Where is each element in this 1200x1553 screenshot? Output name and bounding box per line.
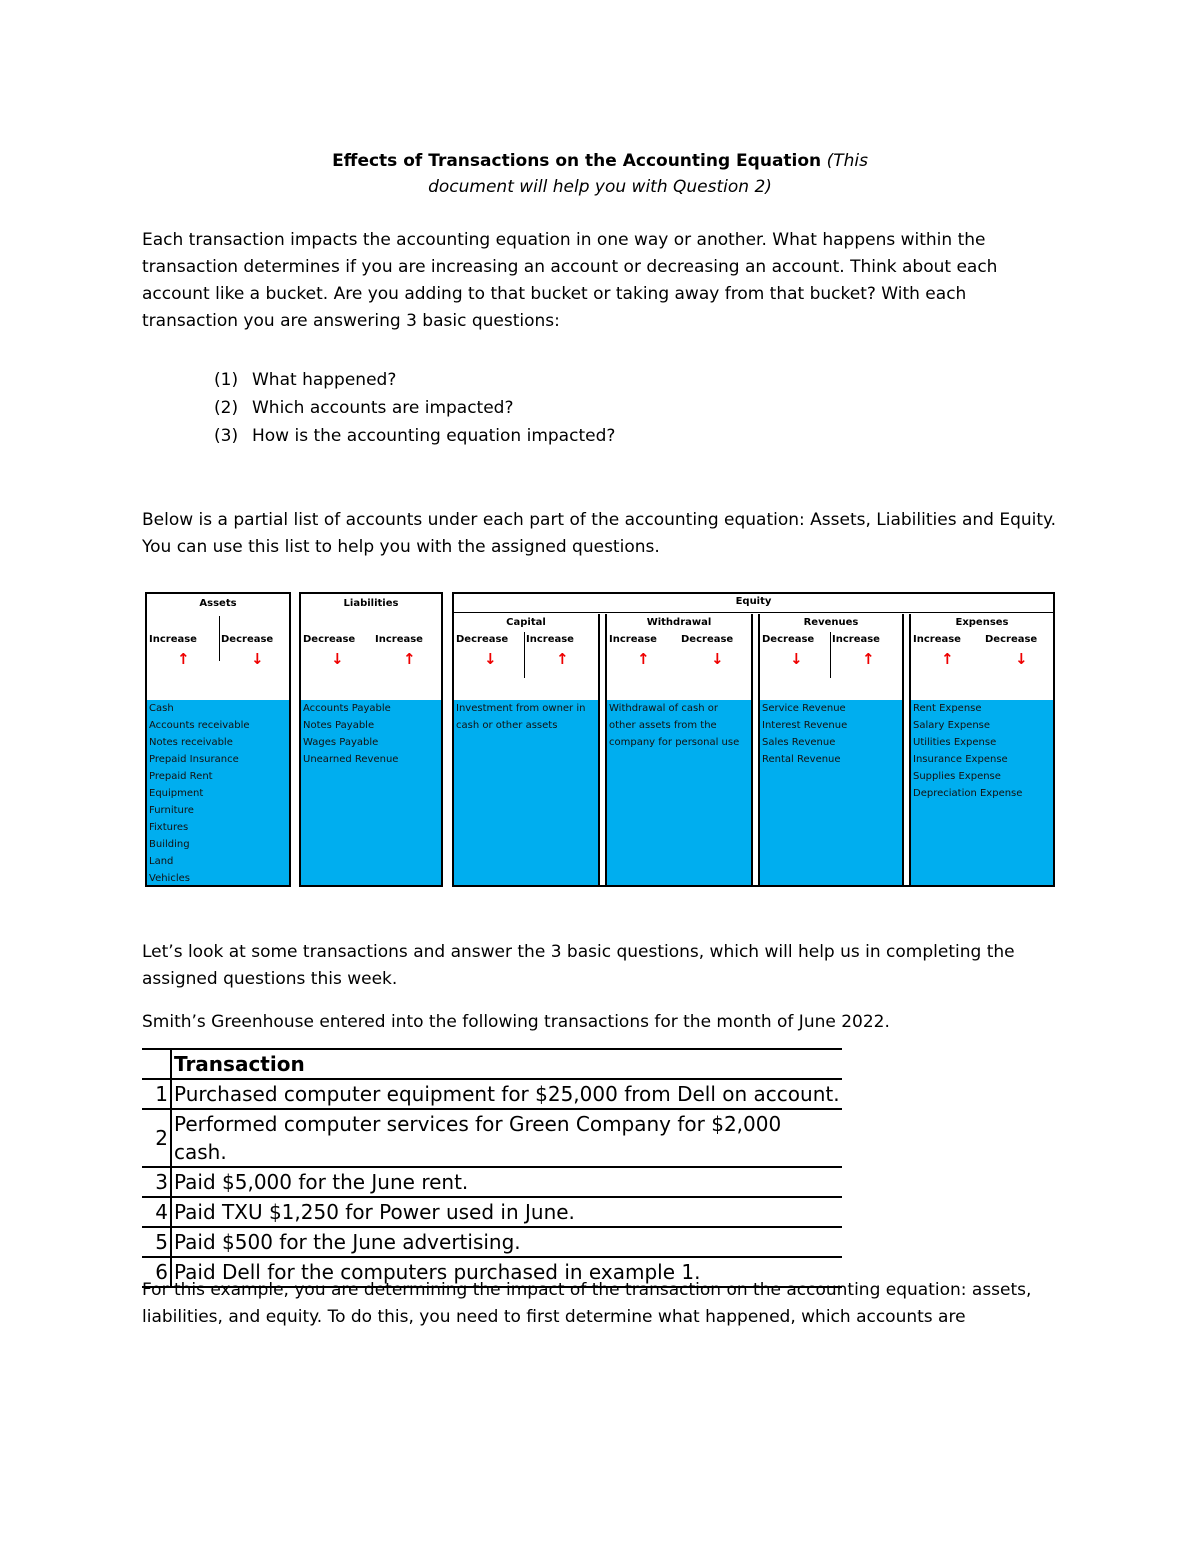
withdrawal-decrease-label: Decrease bbox=[681, 634, 734, 645]
list-item: Interest Revenue bbox=[762, 720, 848, 731]
row-number: 3 bbox=[142, 1167, 171, 1197]
down-arrow-icon: ↓ bbox=[790, 650, 803, 668]
capital-column bbox=[454, 614, 600, 885]
list-item: Prepaid Insurance bbox=[149, 754, 239, 765]
liabilities-label: Liabilities bbox=[343, 598, 399, 609]
list-item: Vehicles bbox=[149, 873, 190, 884]
transactions-table bbox=[142, 1048, 842, 1288]
up-arrow-icon: ↑ bbox=[941, 650, 954, 668]
row-number: 6 bbox=[142, 1257, 171, 1287]
list-item: Service Revenue bbox=[762, 703, 846, 714]
list-item: Salary Expense bbox=[913, 720, 991, 731]
list-item: Notes Payable bbox=[303, 720, 375, 731]
expenses-account-list bbox=[913, 700, 1022, 802]
revenues-label: Revenues bbox=[803, 617, 859, 628]
intro-paragraph: Each transaction impacts the accounting equation in one way or another. What happens within the transaction determines if you are increasing an account or decreasing an account. Think about each account like a bucket. Are you adding to that bucket or taking away from that bucket? With each transaction you are answering 3 basic questions: bbox=[142, 230, 998, 331]
row-text: Purchased computer equipment for $25,000 from Dell on account. bbox=[171, 1079, 842, 1109]
expenses-account-area bbox=[911, 700, 1053, 885]
assets-label: Assets bbox=[199, 598, 237, 609]
closing-paragraph: For this example, you are determining the impact of the transaction on the accounting equation: assets, liabilities, and equity. To do this, you need to first determine what happened, which accounts are bbox=[142, 1280, 1032, 1327]
down-arrow-icon: ↓ bbox=[251, 650, 264, 668]
list-item: Furniture bbox=[149, 805, 194, 816]
transactions-intro-paragraph: Let’s look at some transactions and answer the 3 basic questions, which will help us in completing the assigned questions this week. bbox=[142, 942, 1015, 989]
expenses-label: Expenses bbox=[955, 617, 1009, 628]
list-item: Wages Payable bbox=[303, 737, 379, 748]
equity-panel bbox=[452, 592, 1055, 887]
list-item: Accounts Payable bbox=[303, 703, 391, 714]
list-item: cash or other assets bbox=[456, 720, 558, 731]
table-row bbox=[142, 1197, 842, 1227]
assets-account-list bbox=[149, 700, 250, 887]
list-item: Cash bbox=[149, 703, 174, 714]
expenses-column bbox=[909, 614, 1053, 885]
row-text: Performed computer services for Green Company for $2,000 cash. bbox=[171, 1109, 842, 1167]
liabilities-increase-label: Increase bbox=[375, 634, 423, 645]
capital-increase-label: Increase bbox=[526, 634, 574, 645]
list-item: Investment from owner in bbox=[456, 703, 586, 714]
list-item: Unearned Revenue bbox=[303, 754, 399, 765]
table-row bbox=[142, 1227, 842, 1257]
list-item: Notes receivable bbox=[149, 737, 233, 748]
list-item: Rent Expense bbox=[913, 703, 982, 714]
list-item: Rental Revenue bbox=[762, 754, 841, 765]
document-title bbox=[140, 148, 1060, 200]
withdrawal-increase-label: Increase bbox=[609, 634, 657, 645]
down-arrow-icon: ↓ bbox=[711, 650, 724, 668]
list-item: Depreciation Expense bbox=[913, 788, 1023, 799]
list-item: Land bbox=[149, 856, 174, 867]
list-item: (2) Which accounts are impacted? bbox=[214, 398, 514, 418]
row-text: Paid Dell for the computers purchased in example 1. bbox=[171, 1257, 842, 1287]
row-text: Paid TXU $1,250 for Power used in June. bbox=[171, 1197, 842, 1227]
list-item: company for personal use bbox=[609, 737, 740, 748]
assets-panel bbox=[145, 592, 291, 887]
revenues-decrease-label: Decrease bbox=[762, 634, 815, 645]
list-item: Equipment bbox=[149, 788, 204, 799]
table-header-num bbox=[142, 1049, 171, 1079]
list-item: (3) How is the accounting equation impacted? bbox=[214, 426, 616, 446]
down-arrow-icon: ↓ bbox=[331, 650, 344, 668]
table-header: Transaction bbox=[171, 1049, 842, 1079]
list-item: Supplies Expense bbox=[913, 771, 1001, 782]
row-number: 1 bbox=[142, 1079, 171, 1109]
table-row bbox=[142, 1109, 842, 1167]
up-arrow-icon: ↑ bbox=[556, 650, 569, 668]
list-item: Accounts receivable bbox=[149, 720, 250, 731]
capital-account-list bbox=[456, 700, 585, 734]
assets-increase-label: Increase bbox=[149, 634, 197, 645]
list-item: Building bbox=[149, 839, 190, 850]
title-italic-a: (This bbox=[826, 151, 868, 171]
withdrawal-account-area bbox=[607, 700, 751, 885]
table-row bbox=[142, 1167, 842, 1197]
list-intro-paragraph: Below is a partial list of accounts under each part of the accounting equation: Assets, Liabilities and Equity. You can use this list to help you with the assigned questions. bbox=[142, 510, 1057, 557]
expenses-decrease-label: Decrease bbox=[985, 634, 1038, 645]
capital-account-area bbox=[454, 700, 598, 885]
row-text: Paid $500 for the June advertising. bbox=[171, 1227, 842, 1257]
list-item: (1) What happened? bbox=[214, 370, 397, 390]
up-arrow-icon: ↑ bbox=[177, 650, 190, 668]
withdrawal-column bbox=[605, 614, 753, 885]
list-item: Prepaid Rent bbox=[149, 771, 213, 782]
withdrawal-label: Withdrawal bbox=[646, 617, 712, 628]
capital-decrease-label: Decrease bbox=[456, 634, 509, 645]
row-text: Paid $5,000 for the June rent. bbox=[171, 1167, 842, 1197]
row-number: 4 bbox=[142, 1197, 171, 1227]
capital-label: Capital bbox=[506, 617, 546, 628]
list-item: other assets from the bbox=[609, 720, 717, 731]
liabilities-account-list bbox=[303, 700, 398, 768]
list-item: Withdrawal of cash or bbox=[609, 703, 718, 714]
withdrawal-account-list bbox=[609, 700, 739, 751]
down-arrow-icon: ↓ bbox=[1015, 650, 1028, 668]
revenues-account-list bbox=[762, 700, 847, 768]
assets-account-area bbox=[147, 700, 289, 885]
up-arrow-icon: ↑ bbox=[862, 650, 875, 668]
liabilities-decrease-label: Decrease bbox=[303, 634, 356, 645]
list-item: Insurance Expense bbox=[913, 754, 1008, 765]
liabilities-account-area bbox=[301, 700, 441, 885]
list-item: Fixtures bbox=[149, 822, 189, 833]
list-item: Sales Revenue bbox=[762, 737, 836, 748]
title-bold: Effects of Transactions on the Accounting Equation bbox=[332, 151, 822, 171]
up-arrow-icon: ↑ bbox=[403, 650, 416, 668]
expenses-increase-label: Increase bbox=[913, 634, 961, 645]
revenues-account-area bbox=[760, 700, 902, 885]
table-header-row bbox=[142, 1049, 842, 1079]
row-number: 5 bbox=[142, 1227, 171, 1257]
company-line: Smith’s Greenhouse entered into the following transactions for the month of June 2022. bbox=[142, 1012, 890, 1032]
equity-label: Equity bbox=[735, 596, 772, 607]
up-arrow-icon: ↑ bbox=[637, 650, 650, 668]
assets-decrease-label: Decrease bbox=[221, 634, 274, 645]
question-list bbox=[214, 366, 615, 450]
revenues-increase-label: Increase bbox=[832, 634, 880, 645]
liabilities-panel bbox=[299, 592, 443, 887]
row-number: 2 bbox=[142, 1109, 171, 1167]
table-row bbox=[142, 1079, 842, 1109]
revenues-column bbox=[758, 614, 904, 885]
title-italic-b: document will help you with Question 2) bbox=[428, 177, 772, 197]
list-item: Utilities Expense bbox=[913, 737, 997, 748]
down-arrow-icon: ↓ bbox=[484, 650, 497, 668]
